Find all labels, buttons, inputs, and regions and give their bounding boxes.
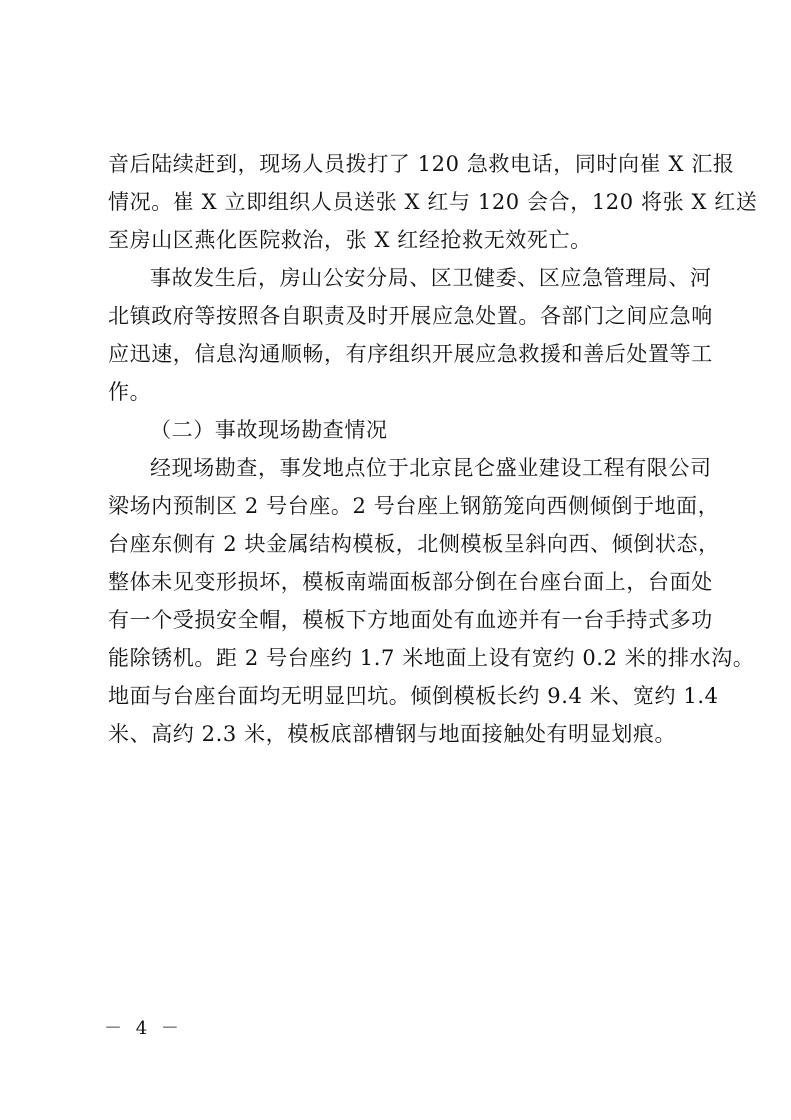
paragraph-line: 经现场勘查，事发地点位于北京昆仑盛业建设工程有限公司 [150,456,712,480]
paragraph-line: 梁场内预制区 2 号台座。2 号台座上钢筋笼向西侧倾倒于地面， [108,494,720,518]
paragraph-line: 整体未见变形损坏，模板南端面板部分倒在台座台面上，台面处 [108,570,713,594]
paragraph-line: 有一个受损安全帽，模板下方地面处有血迹并有一台手持式多功 [108,608,713,632]
section-heading: （二）事故现场勘查情况 [150,418,388,442]
paragraph-line: 至房山区燕化医院救治，张 X 红经抢救无效死亡。 [108,228,592,252]
paragraph-line: 应迅速，信息沟通顺畅，有序组织开展应急救援和善后处置等工 [108,342,713,366]
paragraph-line: 地面与台座台面均无明显凹坑。倾倒模板长约 9.4 米、宽约 1.4 [108,684,719,708]
paragraph-line: 能除锈机。距 2 号台座约 1.7 米地面上设有宽约 0.2 米的排水沟。 [108,646,755,670]
paragraph-line: 音后陆续赶到，现场人员拨打了 120 急救电话，同时向崔 X 汇报 [108,152,735,176]
paragraph-line: 台座东侧有 2 块金属结构模板，北侧模板呈斜向西、倾倒状态， [108,532,720,556]
paragraph-line: 情况。崔 X 立即组织人员送张 X 红与 120 会合，120 将张 X 红送 [108,190,758,214]
page-number: － 4 － [104,1018,183,1039]
paragraph-line: 米、高约 2.3 米，模板底部槽钢与地面接触处有明显划痕。 [108,722,677,746]
paragraph-line: 事故发生后，房山公安分局、区卫健委、区应急管理局、河 [150,266,712,290]
paragraph-line: 作。 [108,380,152,404]
paragraph-line: 北镇政府等按照各自职责及时开展应急处置。各部门之间应急响 [108,304,713,328]
